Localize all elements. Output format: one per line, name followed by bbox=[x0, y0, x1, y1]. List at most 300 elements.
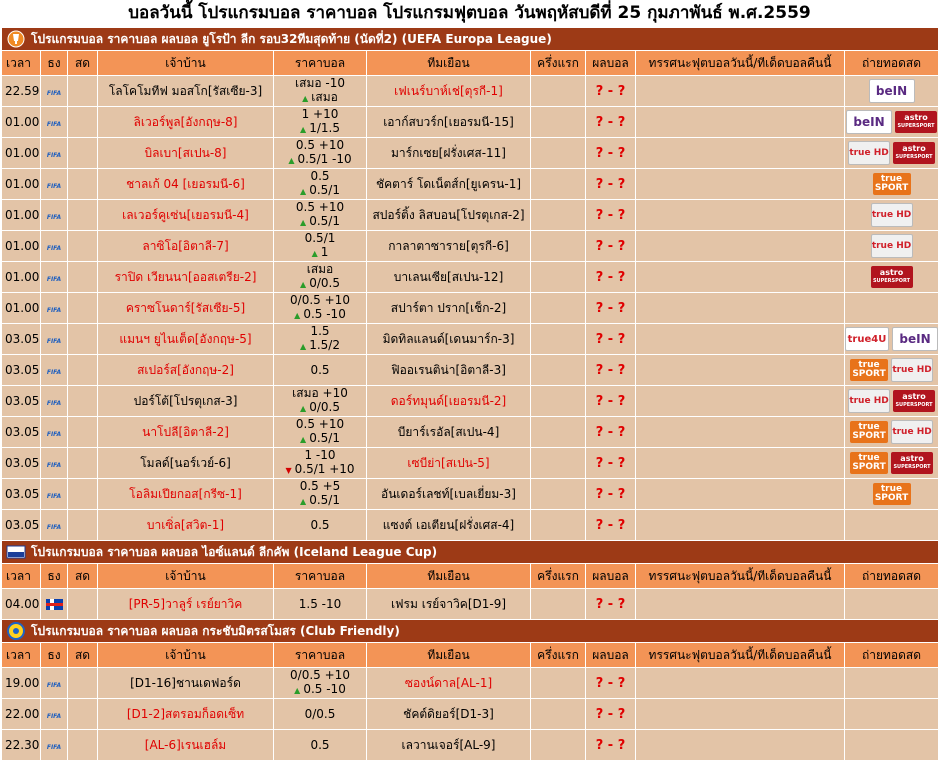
odds-text: 0.5 +10 bbox=[295, 200, 345, 214]
channel-bein-logo[interactable]: beIN bbox=[892, 327, 938, 351]
odds-cell bbox=[274, 324, 367, 355]
arrow-up-icon: ▲ bbox=[300, 125, 307, 134]
tips-cell[interactable] bbox=[636, 510, 845, 541]
channel-truehd-logo[interactable]: true HD bbox=[891, 358, 933, 382]
away-team[interactable]: อันเดอร์เลชท์[เบลเยี่ยม-3] bbox=[367, 479, 531, 510]
astro-sub-label: SUPERSPORT bbox=[895, 402, 933, 408]
home-team[interactable]: ราปิด เวียนนา[ออสเตรีย-2] bbox=[98, 262, 274, 293]
fifa-icon: FIFA bbox=[46, 245, 62, 252]
odds-line bbox=[274, 183, 366, 199]
match-row bbox=[2, 231, 939, 262]
match-result[interactable]: ? - ? bbox=[586, 417, 636, 448]
match-result[interactable]: ? - ? bbox=[586, 324, 636, 355]
column-header-row bbox=[2, 51, 939, 76]
match-result[interactable]: ? - ? bbox=[586, 479, 636, 510]
live-cell bbox=[68, 510, 98, 541]
away-team[interactable]: เฟรม เรย์จาวิค[D1-9] bbox=[367, 589, 531, 620]
match-result[interactable]: ? - ? bbox=[586, 730, 636, 761]
tips-cell[interactable] bbox=[636, 76, 845, 107]
arrow-up-icon: ▲ bbox=[302, 94, 309, 103]
match-result[interactable]: ? - ? bbox=[586, 355, 636, 386]
odds-line bbox=[274, 400, 366, 416]
live-cell bbox=[68, 479, 98, 510]
away-team[interactable]: เอาก์สบวร์ก[เยอรมนี-15] bbox=[367, 107, 531, 138]
match-row bbox=[2, 479, 939, 510]
match-row bbox=[2, 138, 939, 169]
channel-bein-logo[interactable]: beIN bbox=[869, 79, 915, 103]
odds-cell bbox=[274, 355, 367, 386]
match-flag-cell bbox=[41, 668, 68, 699]
fifa-icon: FIFA bbox=[46, 152, 62, 159]
odds-text: 1/1.5 bbox=[309, 121, 340, 135]
channel-astro-logo[interactable] bbox=[895, 111, 937, 133]
odds-line bbox=[274, 245, 366, 261]
match-result[interactable]: ? - ? bbox=[586, 699, 636, 730]
odds-text: 0.5/1 bbox=[309, 214, 340, 228]
away-team[interactable]: ชัคต์ดิยอร์[D1-3] bbox=[367, 699, 531, 730]
tips-cell[interactable] bbox=[636, 448, 845, 479]
tips-cell[interactable] bbox=[636, 138, 845, 169]
header-result: ผลบอล bbox=[586, 51, 636, 76]
tips-cell[interactable] bbox=[636, 169, 845, 200]
broadcast-cell bbox=[845, 730, 939, 761]
match-flag-cell bbox=[41, 386, 68, 417]
odds-line bbox=[274, 518, 366, 532]
live-cell bbox=[68, 355, 98, 386]
astro-label: astro bbox=[902, 144, 926, 153]
channel-truehd-logo[interactable]: true HD bbox=[848, 389, 890, 413]
broadcast-cell bbox=[845, 386, 939, 417]
match-result[interactable]: ? - ? bbox=[586, 138, 636, 169]
match-row bbox=[2, 169, 939, 200]
match-result[interactable]: ? - ? bbox=[586, 262, 636, 293]
broadcast-cell bbox=[845, 200, 939, 231]
league-title[interactable]: โปรแกรมบอล ราคาบอล ผลบอล ยูโรป้า ลีก รอบ32ทีมสุดท้าย (นัดที่2) (UEFA Europa League) bbox=[31, 31, 552, 46]
match-flag-cell bbox=[41, 448, 68, 479]
match-row bbox=[2, 324, 939, 355]
odds-text: เสมอ -10 bbox=[295, 76, 345, 90]
header-result: ผลบอล bbox=[586, 564, 636, 589]
match-flag-cell bbox=[41, 355, 68, 386]
match-time: 03.05 bbox=[2, 479, 41, 510]
match-flag-cell bbox=[41, 169, 68, 200]
odds-cell bbox=[274, 589, 367, 620]
header-live: สด bbox=[68, 643, 98, 668]
match-flag-cell bbox=[41, 76, 68, 107]
away-team[interactable]: มิดทิลแลนด์[เดนมาร์ก-3] bbox=[367, 324, 531, 355]
odds-text: 0.5/1 -10 bbox=[297, 152, 352, 166]
match-result[interactable]: ? - ? bbox=[586, 293, 636, 324]
fifa-icon: FIFA bbox=[46, 214, 62, 221]
broadcast-cell bbox=[845, 668, 939, 699]
astro-label: astro bbox=[904, 113, 928, 122]
header-half: ครึ่งแรก bbox=[531, 643, 586, 668]
astro-sub-label: SUPERSPORT bbox=[872, 278, 911, 284]
header-half: ครึ่งแรก bbox=[531, 51, 586, 76]
away-team[interactable]: สปอร์ติ้ง ลิสบอน[โปรตุเกส-2] bbox=[367, 200, 531, 231]
live-cell bbox=[68, 324, 98, 355]
away-team[interactable]: ดอร์ทมุนด์[เยอรมนี-2] bbox=[367, 386, 531, 417]
header-flag: ธง bbox=[41, 51, 68, 76]
live-cell bbox=[68, 589, 98, 620]
odds-line bbox=[274, 668, 366, 682]
header-away: ทีมเยือน bbox=[367, 643, 531, 668]
fifa-icon: FIFA bbox=[46, 713, 62, 720]
odds-text: 0/0.5 bbox=[309, 276, 340, 290]
home-team[interactable]: ลาซิโอ[อิตาลี-7] bbox=[98, 231, 274, 262]
odds-line bbox=[274, 386, 366, 400]
odds-cell bbox=[274, 386, 367, 417]
broadcast-cell bbox=[845, 262, 939, 293]
match-row bbox=[2, 355, 939, 386]
half-time-cell bbox=[531, 479, 586, 510]
fifa-icon: FIFA bbox=[46, 431, 62, 438]
channel-truesport-logo[interactable]: true SPORT bbox=[850, 452, 888, 474]
home-team[interactable]: นาโปลี[อิตาลี-2] bbox=[98, 417, 274, 448]
odds-cell bbox=[274, 668, 367, 699]
header-tips: ทรรศนะฟุตบอลวันนี้/ทีเด็ดบอลคืนนี้ bbox=[636, 51, 845, 76]
odds-text: 0.5 -10 bbox=[303, 307, 346, 321]
broadcast-cell bbox=[845, 107, 939, 138]
away-team[interactable]: บียาร์เรอัล[สเปน-4] bbox=[367, 417, 531, 448]
away-team[interactable]: บาเลนเซีย[สเปน-12] bbox=[367, 262, 531, 293]
broadcast-cell bbox=[845, 589, 939, 620]
away-team[interactable]: เลวานเจอร์[AL-9] bbox=[367, 730, 531, 761]
half-time-cell bbox=[531, 668, 586, 699]
home-team[interactable]: โอลิมเปียกอส[กรีซ-1] bbox=[98, 479, 274, 510]
header-tips: ทรรศนะฟุตบอลวันนี้/ทีเด็ดบอลคืนนี้ bbox=[636, 564, 845, 589]
half-time-cell bbox=[531, 699, 586, 730]
broadcast-cell bbox=[845, 510, 939, 541]
header-flag: ธง bbox=[41, 643, 68, 668]
odds-text: 0/0.5 +10 bbox=[290, 293, 350, 307]
channel-truehd-logo[interactable]: true HD bbox=[871, 234, 913, 258]
live-cell bbox=[68, 231, 98, 262]
live-cell bbox=[68, 76, 98, 107]
odds-cell bbox=[274, 262, 367, 293]
tips-cell[interactable] bbox=[636, 730, 845, 761]
match-row bbox=[2, 668, 939, 699]
odds-line bbox=[274, 90, 366, 106]
channel-truesport-logo[interactable]: true SPORT bbox=[873, 483, 911, 505]
match-result[interactable]: ? - ? bbox=[586, 107, 636, 138]
channel-true4u-logo[interactable]: true4U bbox=[845, 327, 889, 351]
odds-line bbox=[274, 707, 366, 721]
odds-line bbox=[274, 76, 366, 90]
match-row bbox=[2, 76, 939, 107]
tips-cell[interactable] bbox=[636, 200, 845, 231]
match-time: 01.00 bbox=[2, 262, 41, 293]
odds-text: 0/0.5 bbox=[309, 400, 340, 414]
header-away: ทีมเยือน bbox=[367, 564, 531, 589]
match-result[interactable]: ? - ? bbox=[586, 231, 636, 262]
live-cell bbox=[68, 200, 98, 231]
header-away: ทีมเยือน bbox=[367, 51, 531, 76]
odds-text: 0.5/1 +10 bbox=[294, 462, 355, 476]
page-title: บอลวันนี้ โปรแกรมบอล ราคาบอล โปรแกรมฟุตบอล วันพฤหัสบดีที่ 25 กุมภาพันธ์ พ.ศ.2559 bbox=[128, 3, 811, 23]
odds-cell bbox=[274, 169, 367, 200]
odds-line bbox=[274, 462, 366, 478]
odds-cell bbox=[274, 699, 367, 730]
home-team[interactable]: ปอร์โต้[โปรตุเกส-3] bbox=[98, 386, 274, 417]
match-time: 01.00 bbox=[2, 231, 41, 262]
match-result[interactable]: ? - ? bbox=[586, 169, 636, 200]
channel-astro-logo[interactable] bbox=[871, 266, 913, 288]
odds-line bbox=[274, 493, 366, 509]
match-time: 03.05 bbox=[2, 386, 41, 417]
odds-text: 1.5/2 bbox=[309, 338, 340, 352]
half-time-cell bbox=[531, 169, 586, 200]
odds-text: 0.5 bbox=[310, 363, 330, 377]
match-row bbox=[2, 448, 939, 479]
broadcast-cell bbox=[845, 448, 939, 479]
fifa-icon: FIFA bbox=[46, 682, 62, 689]
odds-text: 0.5/1 bbox=[309, 493, 340, 507]
odds-line bbox=[274, 682, 366, 698]
odds-line bbox=[274, 417, 366, 431]
match-flag-cell bbox=[41, 262, 68, 293]
header-time: เวลา bbox=[2, 643, 41, 668]
home-team[interactable]: เลเวอร์คูเซ่น[เยอรมนี-4] bbox=[98, 200, 274, 231]
odds-text: 1.5 bbox=[310, 324, 330, 338]
odds-text: 0.5 bbox=[310, 169, 330, 183]
odds-line bbox=[274, 324, 366, 338]
tips-cell[interactable] bbox=[636, 479, 845, 510]
channel-truesport-logo[interactable]: true SPORT bbox=[850, 359, 888, 381]
iceland-league-cup-logo bbox=[5, 543, 27, 561]
live-cell bbox=[68, 668, 98, 699]
league-header bbox=[2, 620, 939, 643]
live-cell bbox=[68, 417, 98, 448]
match-result[interactable]: ? - ? bbox=[586, 200, 636, 231]
home-team[interactable]: บาเซิ่ล[สวิต-1] bbox=[98, 510, 274, 541]
fixtures-table bbox=[1, 27, 939, 761]
match-time: 01.00 bbox=[2, 138, 41, 169]
tips-cell[interactable] bbox=[636, 262, 845, 293]
odds-text: 0/0.5 bbox=[304, 707, 336, 721]
live-cell bbox=[68, 262, 98, 293]
tips-cell[interactable] bbox=[636, 355, 845, 386]
fifa-icon: FIFA bbox=[46, 338, 62, 345]
header-result: ผลบอล bbox=[586, 643, 636, 668]
astro-label: astro bbox=[900, 454, 924, 463]
away-team[interactable]: ชัคตาร์ โดเน็ตส์ก[ยูเครน-1] bbox=[367, 169, 531, 200]
odds-line bbox=[274, 214, 366, 230]
away-team[interactable]: กาลาตาซาราย[ตุรกี-6] bbox=[367, 231, 531, 262]
away-team[interactable]: แซงต์ เอเตียน[ฝรั่งเศส-4] bbox=[367, 510, 531, 541]
channel-astro-logo[interactable] bbox=[893, 390, 935, 412]
match-row bbox=[2, 262, 939, 293]
header-broadcast: ถ่ายทอดสด bbox=[845, 51, 939, 76]
tips-cell[interactable] bbox=[636, 231, 845, 262]
odds-text: 0.5 +10 bbox=[295, 138, 345, 152]
home-team[interactable]: ชาลเก้ 04 [เยอรมนี-6] bbox=[98, 169, 274, 200]
channel-truehd-logo[interactable]: true HD bbox=[871, 203, 913, 227]
live-cell bbox=[68, 138, 98, 169]
match-flag-cell bbox=[41, 138, 68, 169]
odds-line bbox=[274, 138, 366, 152]
header-odds: ราคาบอล bbox=[274, 51, 367, 76]
match-flag-cell bbox=[41, 107, 68, 138]
channel-astro-logo[interactable] bbox=[893, 142, 935, 164]
match-time: 03.05 bbox=[2, 324, 41, 355]
broadcast-cell bbox=[845, 699, 939, 730]
channel-truehd-logo[interactable]: true HD bbox=[848, 141, 890, 165]
channel-astro-logo[interactable] bbox=[891, 452, 933, 474]
astro-label: astro bbox=[879, 268, 904, 277]
tips-cell[interactable] bbox=[636, 293, 845, 324]
match-result[interactable]: ? - ? bbox=[586, 448, 636, 479]
match-flag-cell bbox=[41, 293, 68, 324]
odds-line bbox=[274, 107, 366, 121]
arrow-down-icon: ▼ bbox=[285, 466, 292, 475]
half-time-cell bbox=[531, 262, 586, 293]
arrow-up-icon: ▲ bbox=[300, 280, 307, 289]
home-team[interactable]: โมลด์[นอร์เวย์-6] bbox=[98, 448, 274, 479]
column-header-row bbox=[2, 564, 939, 589]
odds-cell bbox=[274, 200, 367, 231]
arrow-up-icon: ▲ bbox=[300, 187, 307, 196]
odds-text: 0.5/1 bbox=[309, 431, 340, 445]
tips-cell[interactable] bbox=[636, 324, 845, 355]
channel-bein-logo[interactable]: beIN bbox=[846, 110, 892, 134]
fifa-icon: FIFA bbox=[46, 121, 62, 128]
match-row bbox=[2, 200, 939, 231]
tips-cell[interactable] bbox=[636, 699, 845, 730]
away-team[interactable]: ซองน์ดาล[AL-1] bbox=[367, 668, 531, 699]
astro-sub-label: SUPERSPORT bbox=[895, 154, 933, 160]
match-time: 03.05 bbox=[2, 510, 41, 541]
live-cell bbox=[68, 386, 98, 417]
match-result[interactable]: ? - ? bbox=[586, 76, 636, 107]
half-time-cell bbox=[531, 510, 586, 541]
home-team[interactable]: บิลเบา[สเปน-8] bbox=[98, 138, 274, 169]
odds-text: 0.5 -10 bbox=[303, 682, 346, 696]
live-cell bbox=[68, 448, 98, 479]
arrow-up-icon: ▲ bbox=[300, 497, 307, 506]
tips-cell[interactable] bbox=[636, 589, 845, 620]
match-flag-cell bbox=[41, 231, 68, 262]
home-team[interactable]: [D1-2]สตรอมก็อดเซ็ท bbox=[98, 699, 274, 730]
odds-cell bbox=[274, 138, 367, 169]
tips-cell[interactable] bbox=[636, 107, 845, 138]
away-team[interactable]: ฟิออเรนติน่า[อิตาลี-3] bbox=[367, 355, 531, 386]
home-team[interactable]: [PR-5]วาลูร์ เรย์ยาวิค bbox=[98, 589, 274, 620]
odds-text: 0/0.5 +10 bbox=[290, 668, 350, 682]
tips-cell[interactable] bbox=[636, 386, 845, 417]
home-team[interactable]: [D1-16]ชานเดฟอร์ด bbox=[98, 668, 274, 699]
odds-line bbox=[274, 121, 366, 137]
home-team[interactable]: [AL-6]เรนเฮล์ม bbox=[98, 730, 274, 761]
broadcast-cell bbox=[845, 138, 939, 169]
match-flag-cell bbox=[41, 699, 68, 730]
away-team[interactable]: สปาร์ตา ปราก[เช็ก-2] bbox=[367, 293, 531, 324]
odds-line bbox=[274, 262, 366, 276]
odds-text: 0.5/1 bbox=[304, 231, 336, 245]
odds-text: 1 -10 bbox=[304, 448, 336, 462]
tips-cell[interactable] bbox=[636, 417, 845, 448]
home-team[interactable]: สเปอร์ส[อังกฤษ-2] bbox=[98, 355, 274, 386]
channel-truehd-logo[interactable]: true HD bbox=[891, 420, 933, 444]
odds-text: 0.5 bbox=[310, 738, 330, 752]
odds-cell bbox=[274, 479, 367, 510]
match-time: 19.00 bbox=[2, 668, 41, 699]
home-team[interactable]: แมนฯ ยูไนเต็ด[อังกฤษ-5] bbox=[98, 324, 274, 355]
away-team[interactable]: มาร์กเซย[ฝรั่งเศส-11] bbox=[367, 138, 531, 169]
arrow-up-icon: ▲ bbox=[294, 311, 301, 320]
odds-line bbox=[274, 293, 366, 307]
match-flag-cell bbox=[41, 589, 68, 620]
home-team[interactable]: ลิเวอร์พูล[อังกฤษ-8] bbox=[98, 107, 274, 138]
match-flag-cell bbox=[41, 479, 68, 510]
tips-cell[interactable] bbox=[636, 668, 845, 699]
channel-truesport-logo[interactable]: true SPORT bbox=[873, 173, 911, 195]
match-time: 01.00 bbox=[2, 200, 41, 231]
header-odds: ราคาบอล bbox=[274, 564, 367, 589]
league-title[interactable]: โปรแกรมบอล ราคาบอล ผลบอล ไอซ์แลนด์ ลีกคัพ (Iceland League Cup) bbox=[31, 544, 438, 559]
match-time: 03.05 bbox=[2, 448, 41, 479]
match-row bbox=[2, 107, 939, 138]
fifa-icon: FIFA bbox=[46, 369, 62, 376]
odds-line bbox=[274, 338, 366, 354]
league-title[interactable]: โปรแกรมบอล ราคาบอล ผลบอล กระชับมิตรสโมสร (Club Friendly) bbox=[31, 623, 400, 638]
broadcast-cell bbox=[845, 231, 939, 262]
live-cell bbox=[68, 293, 98, 324]
channel-truesport-logo[interactable]: true SPORT bbox=[850, 421, 888, 443]
fifa-icon: FIFA bbox=[46, 400, 62, 407]
match-result[interactable]: ? - ? bbox=[586, 510, 636, 541]
match-flag-cell bbox=[41, 200, 68, 231]
match-row bbox=[2, 730, 939, 761]
astro-sub-label: SUPERSPORT bbox=[893, 464, 931, 470]
odds-line bbox=[274, 738, 366, 752]
odds-cell bbox=[274, 510, 367, 541]
match-result[interactable]: ? - ? bbox=[586, 386, 636, 417]
away-team[interactable]: เซบีย่า[สเปน-5] bbox=[367, 448, 531, 479]
europa-league-logo bbox=[5, 30, 27, 48]
odds-cell bbox=[274, 448, 367, 479]
match-time: 04.00 bbox=[2, 589, 41, 620]
header-odds: ราคาบอล bbox=[274, 643, 367, 668]
match-result[interactable]: ? - ? bbox=[586, 668, 636, 699]
match-row bbox=[2, 417, 939, 448]
broadcast-cell bbox=[845, 324, 939, 355]
odds-cell bbox=[274, 417, 367, 448]
odds-cell bbox=[274, 231, 367, 262]
home-team[interactable]: โลโคโมทีฟ มอสโก[รัสเซีย-3] bbox=[98, 76, 274, 107]
header-live: สด bbox=[68, 51, 98, 76]
home-team[interactable]: คราซโนดาร์[รัสเซีย-5] bbox=[98, 293, 274, 324]
away-team[interactable]: เฟเนร์บาห์เช่[ตุรกี-1] bbox=[367, 76, 531, 107]
broadcast-cell bbox=[845, 293, 939, 324]
header-tips: ทรรศนะฟุตบอลวันนี้/ทีเด็ดบอลคืนนี้ bbox=[636, 643, 845, 668]
match-time: 01.00 bbox=[2, 107, 41, 138]
half-time-cell bbox=[531, 417, 586, 448]
header-home: เจ้าบ้าน bbox=[98, 564, 274, 589]
match-flag-cell bbox=[41, 324, 68, 355]
match-time: 01.00 bbox=[2, 293, 41, 324]
match-row bbox=[2, 589, 939, 620]
match-result[interactable]: ? - ? bbox=[586, 589, 636, 620]
match-time: 22.00 bbox=[2, 699, 41, 730]
match-time: 22.59 bbox=[2, 76, 41, 107]
arrow-up-icon: ▲ bbox=[300, 342, 307, 351]
match-flag-cell bbox=[41, 510, 68, 541]
match-time: 22.30 bbox=[2, 730, 41, 761]
fifa-icon: FIFA bbox=[46, 183, 62, 190]
arrow-up-icon: ▲ bbox=[288, 156, 295, 165]
odds-line bbox=[274, 152, 366, 168]
